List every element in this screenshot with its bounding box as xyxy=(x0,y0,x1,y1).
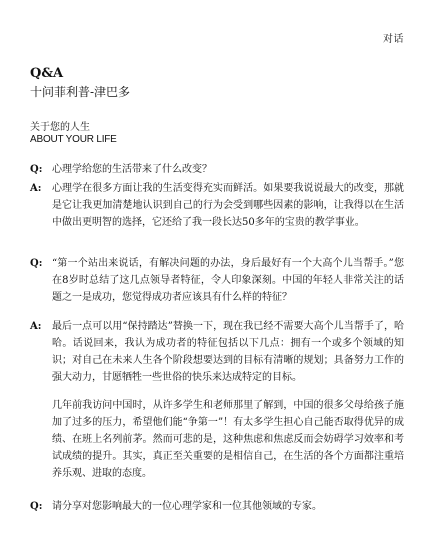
question-1 xyxy=(30,161,404,178)
answer-text: 最后一点可以用“保持踏达”替换一下，现在我已经不需要大高个儿当帮手了，哈哈。话说回来，我认为成功者的特征包括以下几点：拥有一个或多个领域的知识；对自己在未来人生各个阶段想要达到的目标有清晰的规划；具备努力工作的强大动力，甘愿牺牲一些世俗的快乐来达成特定的目标。 xyxy=(52,321,404,383)
answer-1 xyxy=(30,180,404,231)
page-title: Q&A xyxy=(30,66,64,81)
question-label: Q: xyxy=(30,164,43,175)
question-2 xyxy=(30,255,404,306)
question-text: 心理学给您的生活带来了什么改变？ xyxy=(52,164,212,175)
answer-2 xyxy=(30,318,404,386)
question-text: “第一个站出来说话，有解决问题的办法，身后最好有一个大高个儿当帮手。”您在8岁时总结了这几点领导者特征，令人印象深刻。中国的年轻人非常关注的话题之一是成功，您觉得成功者应该具有什么样的特征？ xyxy=(52,258,404,303)
answer-text: 心理学在很多方面让我的生活变得充实而鲜活。如果要我说说最大的改变，那就是它让我更加清楚地认识到自己的行为会受到哪些因素的影响，让我得以在生活中做出更明智的选择，它还给了我一段长达50多年的宝贵的教学事业。 xyxy=(52,183,404,228)
section-heading-cn: 关于您的人生 xyxy=(30,122,90,133)
question-label: Q: xyxy=(30,258,43,269)
section-tag: 对话 xyxy=(383,34,404,45)
page-subtitle: 十问菲利普-津巴多 xyxy=(30,85,131,99)
question-label: Q: xyxy=(30,501,43,512)
answer-2-paragraph-2: 几年前我访问中国时，从许多学生和老师那里了解到，中国的很多父母给孩子施加了过多的压力，希望他们能“争第一”！有太多学生担心自己能否取得优异的成绩、在班上名列前茅。然而可悲的是，这种焦虑和焦虑反而会妨碍学习效率和考试成绩的提升。其实，真正至关重要的是相信自己，在生活的各个方面都注重培养乐观、进取的态度。 xyxy=(52,400,404,479)
question-text: 请分享对您影响最大的一位心理学家和一位其他领域的专家。 xyxy=(52,501,322,512)
question-3 xyxy=(30,498,404,515)
answer-label: A: xyxy=(30,183,42,194)
answer-label: A: xyxy=(30,321,42,332)
section-heading-en: ABOUT YOUR LIFE xyxy=(30,134,117,145)
